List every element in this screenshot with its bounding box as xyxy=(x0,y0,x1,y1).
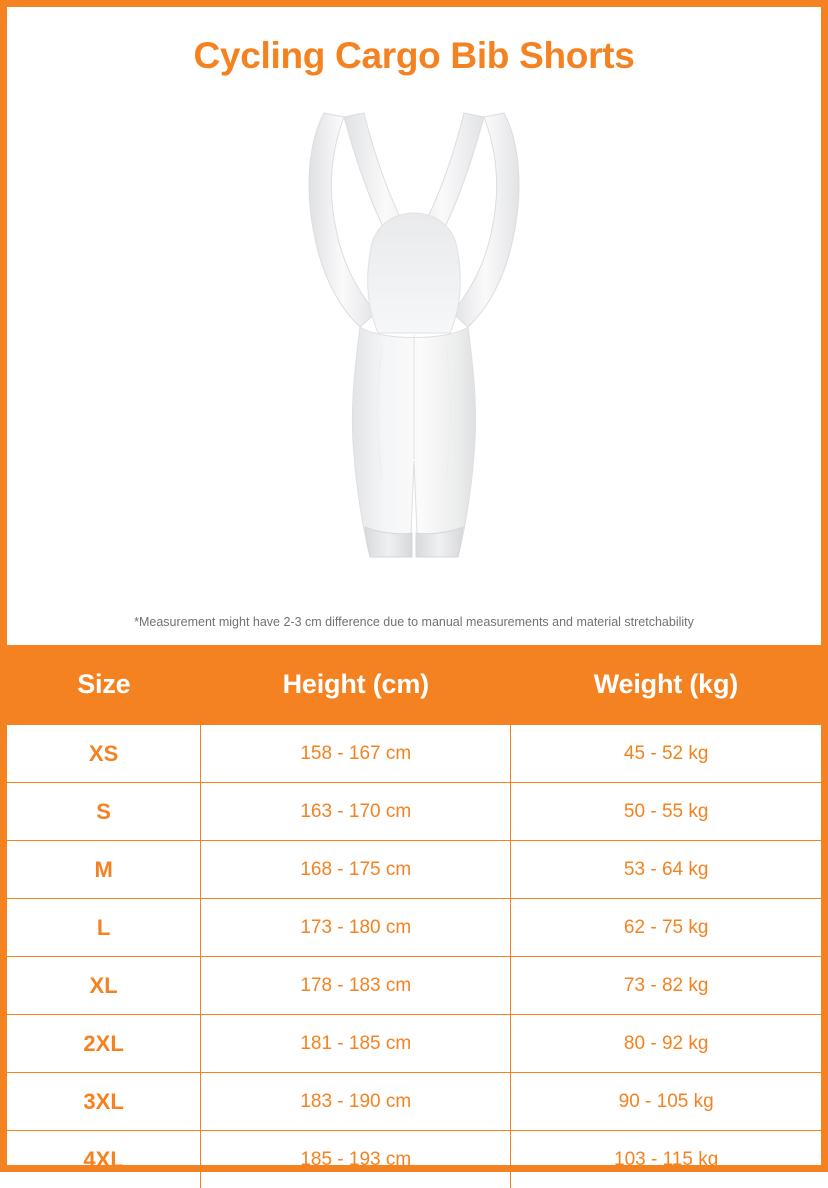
measurement-note: *Measurement might have 2-3 cm difference due to manual measurements and material stretchability xyxy=(7,615,821,629)
cell-height: 158 - 167 cm xyxy=(201,725,511,783)
product-image xyxy=(264,83,564,563)
size-chart-table xyxy=(7,645,821,1188)
cell-weight: 50 - 55 kg xyxy=(511,783,821,841)
column-header-weight: Weight (kg) xyxy=(511,645,821,725)
cell-height: 173 - 180 cm xyxy=(201,899,511,957)
cell-size: M xyxy=(7,841,201,899)
cell-weight: 80 - 92 kg xyxy=(511,1015,821,1073)
cell-weight: 73 - 82 kg xyxy=(511,957,821,1015)
cell-size: 2XL xyxy=(7,1015,201,1073)
cell-size: XL xyxy=(7,957,201,1015)
table-row xyxy=(7,725,821,783)
cell-height: 178 - 183 cm xyxy=(201,957,511,1015)
table-row xyxy=(7,1073,821,1131)
table-row xyxy=(7,1015,821,1073)
cell-weight: 90 - 105 kg xyxy=(511,1073,821,1131)
hero-section xyxy=(7,7,821,645)
cell-size: 3XL xyxy=(7,1073,201,1131)
column-header-size: Size xyxy=(7,645,201,725)
cell-size: L xyxy=(7,899,201,957)
table-row xyxy=(7,1131,821,1188)
cell-size: 4XL xyxy=(7,1131,201,1188)
table-header xyxy=(7,645,821,725)
cell-height: 185 - 193 cm xyxy=(201,1131,511,1188)
cell-height: 163 - 170 cm xyxy=(201,783,511,841)
table-body xyxy=(7,725,821,1188)
cell-size: XS xyxy=(7,725,201,783)
table-header-row xyxy=(7,645,821,725)
table-row xyxy=(7,841,821,899)
cell-weight: 53 - 64 kg xyxy=(511,841,821,899)
table-row xyxy=(7,957,821,1015)
cell-weight: 62 - 75 kg xyxy=(511,899,821,957)
cell-height: 181 - 185 cm xyxy=(201,1015,511,1073)
cell-size: S xyxy=(7,783,201,841)
table-row xyxy=(7,899,821,957)
page-title: Cycling Cargo Bib Shorts xyxy=(194,35,635,77)
column-header-height: Height (cm) xyxy=(201,645,511,725)
cell-height: 168 - 175 cm xyxy=(201,841,511,899)
table-row xyxy=(7,783,821,841)
cell-weight: 45 - 52 kg xyxy=(511,725,821,783)
cell-weight: 103 - 115 kg xyxy=(511,1131,821,1188)
cell-height: 183 - 190 cm xyxy=(201,1073,511,1131)
